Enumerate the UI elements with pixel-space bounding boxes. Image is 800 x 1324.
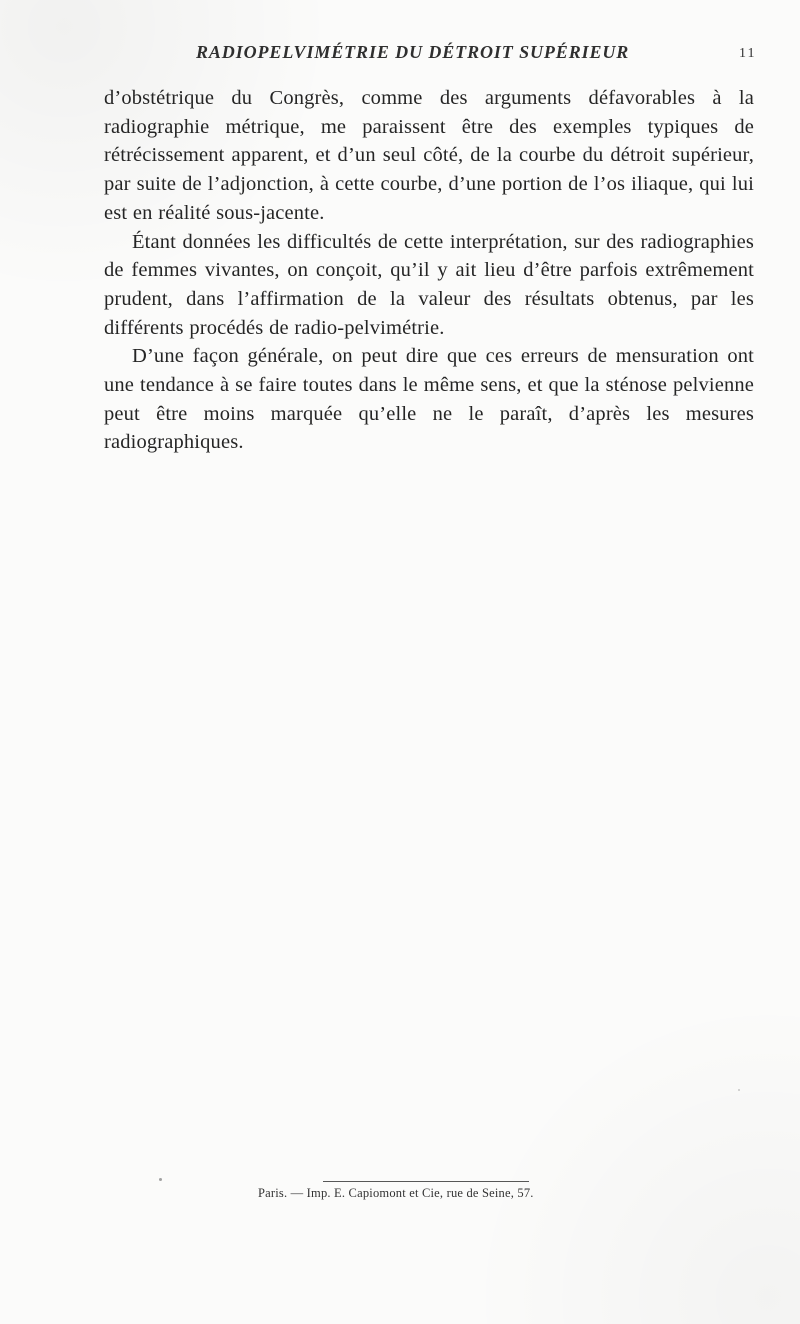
- paragraph-conclusion: D’une façon générale, on peut dire que ces erreurs de mensuration ont une tendance à se faire toutes dans le même sens, et que la sténose pelvienne peut être moins marquée qu’elle ne le paraît, d’après les mesures radiographiques.: [104, 345, 754, 454]
- imprint-rule: [323, 1181, 529, 1182]
- page-header: [0, 42, 800, 70]
- running-head: RADIOPELVIMÉTRIE DU DÉTROIT SUPÉRIEUR: [196, 42, 630, 62]
- printer-imprint: Paris. — Imp. E. Capiomont et Cie, rue de Seine, 57.: [258, 1186, 534, 1200]
- paragraph-interpretation: Étant données les difficultés de cette interprétation, sur des radiographies de femmes vivantes, on conçoit, qu’il y ait lieu d’être parfois extrêmement prudent, dans l’affirmation de la valeur des résultats obtenus, par les différents procédés de radio-pelvimétrie.: [104, 230, 754, 339]
- page-number: 11: [739, 46, 757, 61]
- paragraph-continuation: d’obstétrique du Congrès, comme des arguments défavorables à la radiographie métrique, me paraissent être des exemples typiques de rétrécissement apparent, et d’un seul côté, de la courbe du détroit supérieur, par suite de l’adjonction, à cette courbe, d’une portion de l’os iliaque, qui lui est en réalité sous-jacente.: [104, 87, 754, 224]
- paper-speck: [382, 384, 384, 386]
- body-text: [104, 84, 754, 457]
- paper-speck: [159, 1178, 162, 1181]
- paper-speck: [738, 1089, 740, 1091]
